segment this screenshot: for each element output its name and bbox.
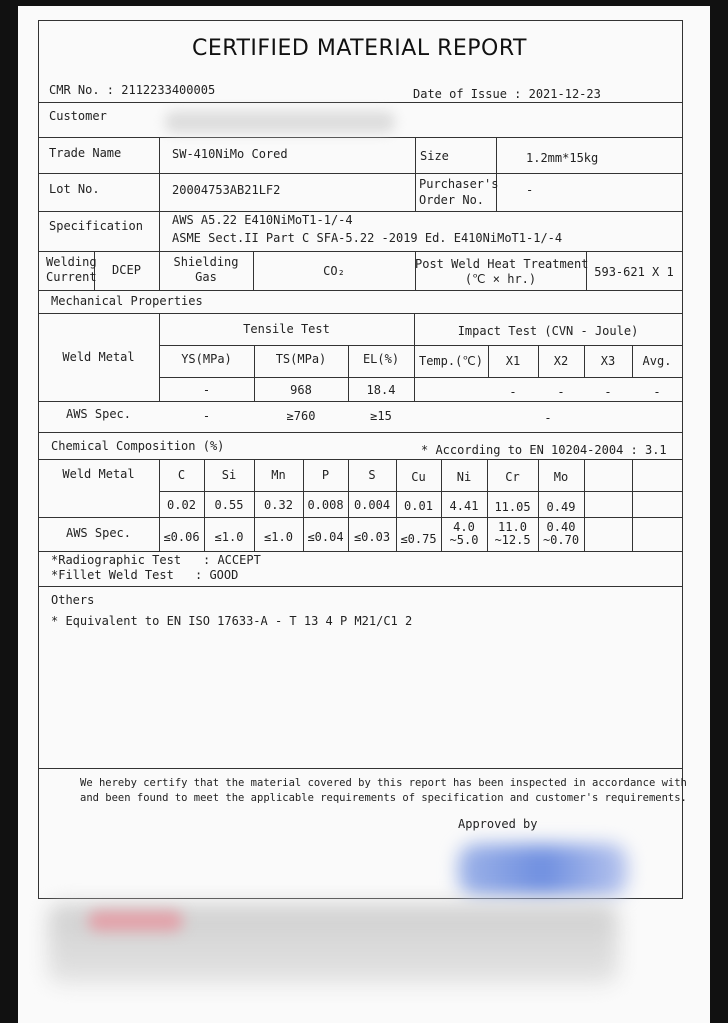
po-label-1: Purchaser's [419, 177, 499, 191]
gas-label-1: Shielding [173, 255, 239, 269]
report-title: CERTIFIED MATERIAL REPORT [192, 36, 527, 61]
po-value: - [526, 183, 534, 197]
chem-aws-mo-bottom: ~0.70 [542, 533, 580, 547]
rule [159, 137, 160, 251]
others-line: * Equivalent to EN ISO 17633-A - T 13 4 P M21/C1 2 [51, 614, 413, 628]
report-paper [18, 6, 710, 1023]
mech-aws-impact: - [544, 411, 552, 425]
fillet-label: *Fillet Weld Test [51, 568, 174, 582]
size-label: Size [420, 149, 449, 163]
mech-row-aws: AWS Spec. [65, 407, 132, 421]
chem-aws-ni-bottom: ~5.0 [449, 533, 479, 547]
customer-label: Customer [49, 109, 107, 123]
others-title: Others [51, 593, 95, 607]
rule [159, 491, 682, 492]
impact-title: Impact Test (CVN - Joule) [457, 324, 639, 338]
mech-header-el: EL(%) [362, 352, 400, 366]
certify-line-1: We hereby certify that the material covered by this report has been inspected in accordance with [80, 777, 687, 789]
mech-value-el: 18.4 [366, 383, 396, 397]
chem-aws-ni-top: 4.0 [453, 520, 475, 534]
chem-value-cr: 11.05 [494, 500, 531, 514]
customer-redacted [165, 111, 395, 133]
mech-header-avg: Avg. [642, 354, 672, 368]
po-label-2: Order No. [419, 193, 485, 207]
en-note: * According to EN 10204-2004 : 3.1 [421, 443, 667, 457]
gas-label-2: Gas [195, 270, 217, 284]
pwht-label-1: Post Weld Heat Treatment [415, 257, 589, 271]
mech-value-x3: - [604, 385, 612, 399]
chem-aws-s: ≤0.03 [353, 530, 391, 544]
mech-aws-el: ≥15 [370, 409, 392, 423]
rule [632, 459, 633, 551]
size-value: 1.2mm*15kg [526, 151, 599, 165]
lot-label: Lot No. [49, 182, 100, 196]
signature-redacted [458, 844, 628, 896]
mech-header-x3: X3 [600, 354, 616, 368]
chem-aws-mo-top: 0.40 [546, 520, 576, 534]
rule [38, 586, 682, 587]
radiographic-label: *Radiographic Test [51, 553, 182, 567]
mech-value-x1: - [509, 385, 517, 399]
mech-value-ts: 968 [290, 383, 312, 397]
rule [38, 290, 682, 291]
chem-header-mo: Mo [553, 470, 569, 484]
logo-redacted [88, 911, 183, 931]
chem-header-p: P [321, 468, 330, 482]
mech-value-avg: - [653, 385, 661, 399]
chem-header-si: Si [221, 468, 237, 482]
chem-header-cr: Cr [505, 470, 520, 484]
chem-header-c: C [177, 468, 186, 482]
mech-aws-ys: - [202, 409, 211, 423]
rule [38, 173, 682, 174]
rule [38, 432, 682, 433]
fillet-value: : GOOD [195, 568, 239, 582]
chem-value-si: 0.55 [214, 498, 244, 512]
rule [38, 551, 682, 552]
chem-value-s: 0.004 [353, 498, 391, 512]
pwht-value: 593-621 X 1 [594, 265, 674, 279]
chem-value-p: 0.008 [307, 498, 344, 512]
spec-line-2: ASME Sect.II Part C SFA-5.22 -2019 Ed. E410NiMoT1-1/-4 [172, 231, 563, 245]
spec-label: Specification [49, 219, 143, 233]
mech-header-ys: YS(MPa) [181, 352, 232, 366]
cmr-number: CMR No. : 2112233400005 [49, 83, 216, 97]
chem-value-mn: 0.32 [264, 498, 293, 512]
chem-row-weld: Weld Metal [62, 467, 135, 481]
chem-aws-cu: ≤0.75 [400, 532, 437, 546]
chemical-title: Chemical Composition (%) [51, 439, 225, 453]
rule [496, 137, 497, 211]
rule [38, 313, 682, 314]
chem-value-cu: 0.01 [404, 499, 433, 513]
current-label-1: Welding [46, 255, 97, 269]
chem-aws-c: ≤0.06 [163, 530, 200, 544]
mech-header-x2: X2 [553, 354, 569, 368]
chem-value-c: 0.02 [167, 498, 196, 512]
rule [38, 768, 682, 769]
chem-header-cu: Cu [411, 470, 426, 484]
chem-aws-mn: ≤1.0 [264, 530, 293, 544]
rule [159, 345, 682, 346]
chem-aws-cr-bottom: ~12.5 [494, 533, 531, 547]
chem-aws-p: ≤0.04 [307, 530, 344, 544]
date-of-issue: Date of Issue : 2021-12-23 [413, 87, 601, 101]
mechanical-title: Mechanical Properties [51, 294, 203, 308]
current-value: DCEP [112, 263, 141, 277]
chem-header-ni: Ni [456, 470, 472, 484]
rule [38, 401, 682, 402]
trade-name-value: SW-410NiMo Cored [172, 147, 288, 161]
current-label-2: Current [46, 270, 97, 284]
chem-value-ni: 4.41 [449, 499, 479, 513]
mech-header-temp: Temp.(℃) [418, 354, 484, 368]
rule [159, 377, 682, 378]
mech-row-weld: Weld Metal [62, 350, 135, 364]
lot-value: 20004753AB21LF2 [172, 183, 281, 197]
radiographic-value: : ACCEPT [203, 553, 261, 567]
gas-value: CO₂ [323, 264, 345, 278]
approved-by: Approved by [458, 817, 538, 831]
rule [38, 102, 682, 103]
rule [584, 459, 585, 551]
mech-header-x1: X1 [505, 354, 521, 368]
rule [38, 517, 682, 518]
rule [38, 459, 682, 460]
rule [38, 137, 682, 138]
mech-value-ys: - [202, 383, 211, 397]
trade-name-label: Trade Name [49, 146, 122, 160]
mech-value-x2: - [557, 385, 565, 399]
rule [38, 211, 682, 212]
mech-aws-ts: ≥760 [286, 409, 316, 423]
rule [415, 137, 416, 211]
chem-aws-cr-top: 11.0 [498, 520, 527, 534]
chem-value-mo: 0.49 [546, 500, 576, 514]
chem-row-aws: AWS Spec. [65, 526, 132, 540]
chem-aws-si: ≤1.0 [214, 530, 244, 544]
tensile-title: Tensile Test [243, 322, 330, 336]
mech-header-ts: TS(MPa) [275, 352, 327, 366]
chem-header-mn: Mn [271, 468, 286, 482]
pwht-label-2: (℃ × hr.) [464, 272, 537, 286]
spec-line-1: AWS A5.22 E410NiMoT1-1/-4 [172, 213, 353, 227]
certify-line-2: and been found to meet the applicable requirements of specification and customer's requirements. [80, 792, 687, 804]
chem-header-s: S [368, 468, 376, 482]
